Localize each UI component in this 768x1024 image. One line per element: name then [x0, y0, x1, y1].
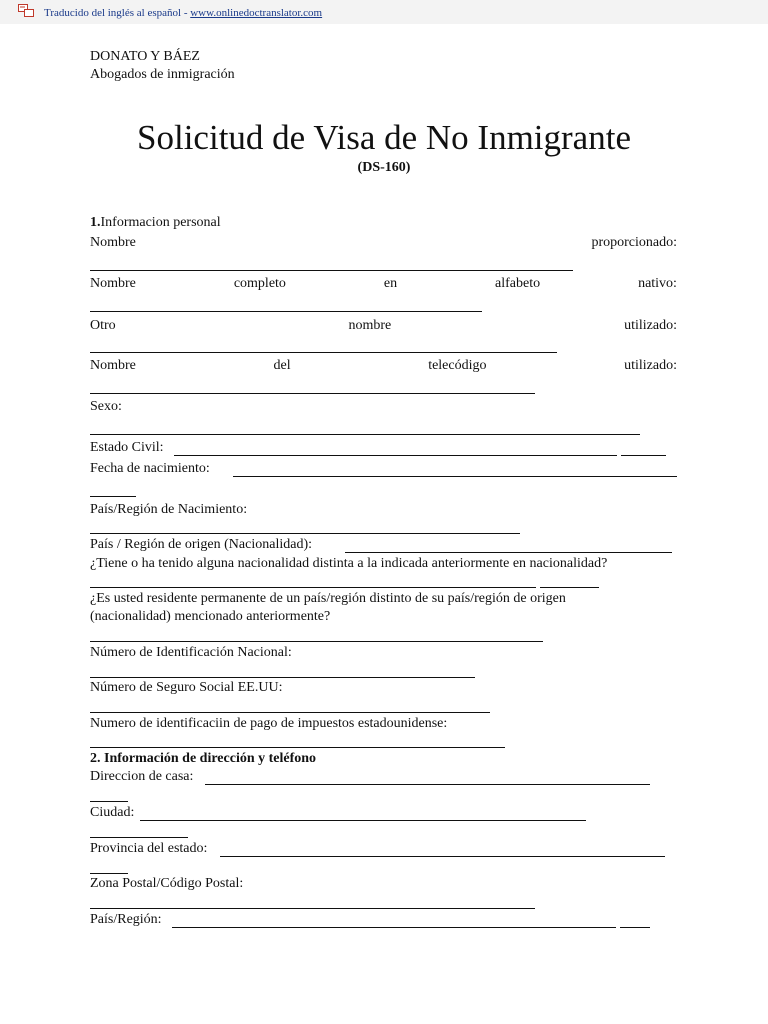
sex-field[interactable]	[90, 434, 640, 435]
firm-subtitle: Abogados de inmigración	[90, 67, 235, 82]
telecode-label	[90, 358, 677, 374]
sex-label: Sexo:	[90, 399, 122, 414]
translation-banner	[0, 0, 768, 24]
country-field-end[interactable]	[620, 927, 650, 928]
given-name-label	[90, 235, 677, 251]
home-address-field-end[interactable]	[90, 801, 128, 802]
label-word: Nombre	[90, 235, 136, 250]
other-nationality-field-end[interactable]	[540, 587, 599, 588]
label-word: Nombre	[90, 358, 136, 373]
label-word: utilizado:	[624, 358, 677, 373]
label-word: utilizado:	[624, 318, 677, 333]
label-word: telecódigo	[428, 358, 487, 373]
permanent-resident-field[interactable]	[90, 641, 543, 642]
label-word: Otro	[90, 318, 116, 333]
national-id-label: Número de Identificación Nacional:	[90, 645, 292, 660]
label-word: en	[383, 276, 398, 291]
section-1-number: 1.	[90, 215, 101, 230]
home-address-field[interactable]	[205, 784, 650, 785]
translate-icon[interactable]	[18, 4, 34, 18]
birth-date-label: Fecha de nacimiento:	[90, 461, 210, 476]
full-name-label	[90, 276, 677, 292]
firm-name: DONATO Y BÁEZ	[90, 49, 200, 64]
civil-status-field-end[interactable]	[621, 455, 666, 456]
given-name-field[interactable]	[90, 270, 573, 271]
other-name-field[interactable]	[90, 352, 557, 353]
document-title: Solicitud de Visa de No Inmigrante	[137, 118, 631, 157]
origin-field[interactable]	[345, 552, 672, 553]
banner-text	[44, 7, 322, 19]
state-field[interactable]	[220, 856, 665, 857]
full-name-field[interactable]	[90, 311, 482, 312]
permanent-resident-label-2: (nacionalidad) mencionado anteriormente?	[90, 609, 331, 624]
other-name-label	[90, 318, 677, 334]
birth-date-field-end[interactable]	[90, 496, 136, 497]
ssn-field[interactable]	[90, 712, 490, 713]
tax-id-field[interactable]	[90, 747, 505, 748]
permanent-resident-label: ¿Es usted residente permanente de un país/región distinto de su país/región de origen	[90, 591, 566, 606]
tax-id-label: Numero de identificaciin de pago de impuestos estadounidense:	[90, 716, 448, 731]
label-word: alfabeto	[495, 276, 541, 291]
country-field[interactable]	[172, 927, 616, 928]
city-label: Ciudad:	[90, 805, 135, 820]
section-2-heading: 2. Información de dirección y teléfono	[90, 751, 317, 766]
city-field-end[interactable]	[90, 837, 188, 838]
country-label: País/Región:	[90, 912, 162, 927]
label-word: proporcionado:	[591, 235, 677, 250]
label-word: del	[273, 358, 291, 373]
document-code: (DS-160)	[357, 160, 411, 175]
national-id-field[interactable]	[90, 677, 475, 678]
birth-country-label: País/Región de Nacimiento:	[90, 502, 248, 517]
other-nationality-label: ¿Tiene o ha tenido alguna nacionalidad distinta a la indicada anteriormente en nacionalidad?	[90, 556, 608, 571]
banner-prefix: Traducido del inglés al español -	[44, 7, 191, 19]
state-field-end[interactable]	[90, 873, 128, 874]
other-nationality-field[interactable]	[90, 587, 536, 588]
section-1-heading	[90, 215, 221, 231]
zip-field[interactable]	[90, 908, 535, 909]
birth-date-field[interactable]	[233, 476, 677, 477]
state-label: Provincia del estado:	[90, 841, 208, 856]
ssn-label: Número de Seguro Social EE.UU:	[90, 680, 283, 695]
zip-label: Zona Postal/Código Postal:	[90, 876, 244, 891]
translator-link[interactable]: www.onlinedoctranslator.com	[190, 7, 323, 19]
label-word: nativo:	[638, 276, 677, 291]
civil-status-label: Estado Civil:	[90, 440, 164, 455]
label-word: nombre	[348, 318, 392, 333]
origin-label: País / Región de origen (Nacionalidad):	[90, 537, 312, 552]
home-address-label: Direccion de casa:	[90, 769, 194, 784]
label-word: Nombre	[90, 276, 136, 291]
civil-status-field[interactable]	[174, 455, 617, 456]
label-word: completo	[233, 276, 286, 291]
telecode-field[interactable]	[90, 393, 535, 394]
section-1-title: Informacion personal	[100, 215, 221, 230]
city-field[interactable]	[140, 820, 586, 821]
birth-country-field[interactable]	[90, 533, 520, 534]
